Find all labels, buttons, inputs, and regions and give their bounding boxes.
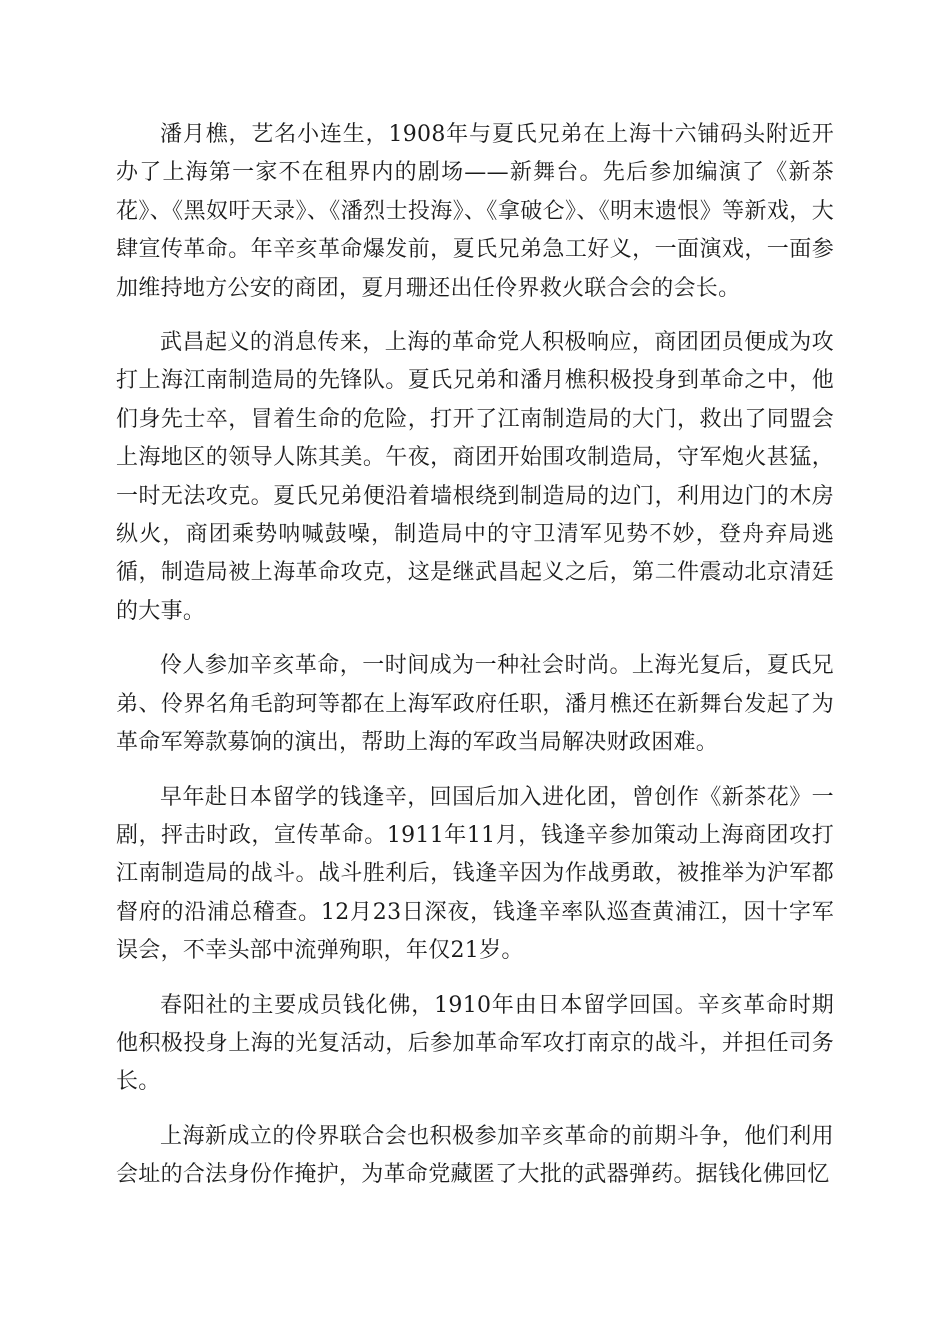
paragraph-actors-union: 上海新成立的伶界联合会也积极参加辛亥革命的前期斗争，他们利用会址的合法身份作掩护，为革命党藏匿了大批的武器弹药。据钱化佛回忆 (116, 1123, 834, 1188)
paragraph-wuchang-uprising: 武昌起义的消息传来，上海的革命党人积极响应，商团团员便成为攻打上海江南制造局的先锋队。夏氏兄弟和潘月樵积极投身到革命之中，他们身先士卒，冒着生命的危险，打开了江南制造局的大门，救出了同盟会上海地区的领导人陈其美。午夜，商团开始围攻制造局，守军炮火甚猛，一时无法攻克。夏氏兄弟便沿着墙根绕到制造局的边门，利用边门的木房纵火，商团乘势呐喊鼓噪，制造局中的守卫清军见势不妙，登舟弃局逃循，制造局被上海革命攻克，这是继武昌起义之后，第二件震动北京清廷的大事。 (116, 330, 834, 624)
paragraph-pan-yueqiao: 潘月樵，艺名小连生，1908年与夏氏兄弟在上海十六铺码头附近开办了上海第一家不在租界内的剧场——新舞台。先后参加编演了《新茶花》、《黑奴吁天录》、《潘烈士投海》、《拿破仑》、《明末遗恨》等新戏，大肆宣传革命。年辛亥革命爆发前，夏氏兄弟急工好义，一面演戏，一面参加维持地方公安的商团，夏月珊还出任伶界救火联合会的会长。 (116, 122, 834, 301)
paragraph-qian-huafo: 春阳社的主要成员钱化佛，1910年由日本留学回国。辛亥革命时期他积极投身上海的光复活动，后参加革命军攻打南京的战斗，并担任司务长。 (116, 992, 834, 1095)
paragraph-qian-fengxin: 早年赴日本留学的钱逢辛，回国后加入进化团，曾创作《新茶花》一剧，抨击时政，宣传革命。1911年11月，钱逢辛参加策动上海商团攻打江南制造局的战斗。战斗胜利后，钱逢辛因为作战勇敢，被推举为沪军都督府的沿浦总稽查。12月23日深夜，钱逢辛率队巡查黄浦江，因十字军误会，不幸头部中流弹殉职，年仅21岁。 (116, 784, 834, 964)
document-body (116, 116, 834, 1195)
paragraph-actors-in-revolution: 伶人参加辛亥革命，一时间成为一种社会时尚。上海光复后，夏氏兄弟、伶界名角毛韵珂等都在上海军政府任职，潘月樵还在新舞台发起了为革命军筹款募饷的演出，帮助上海的军政当局解决财政困难。 (116, 653, 834, 756)
